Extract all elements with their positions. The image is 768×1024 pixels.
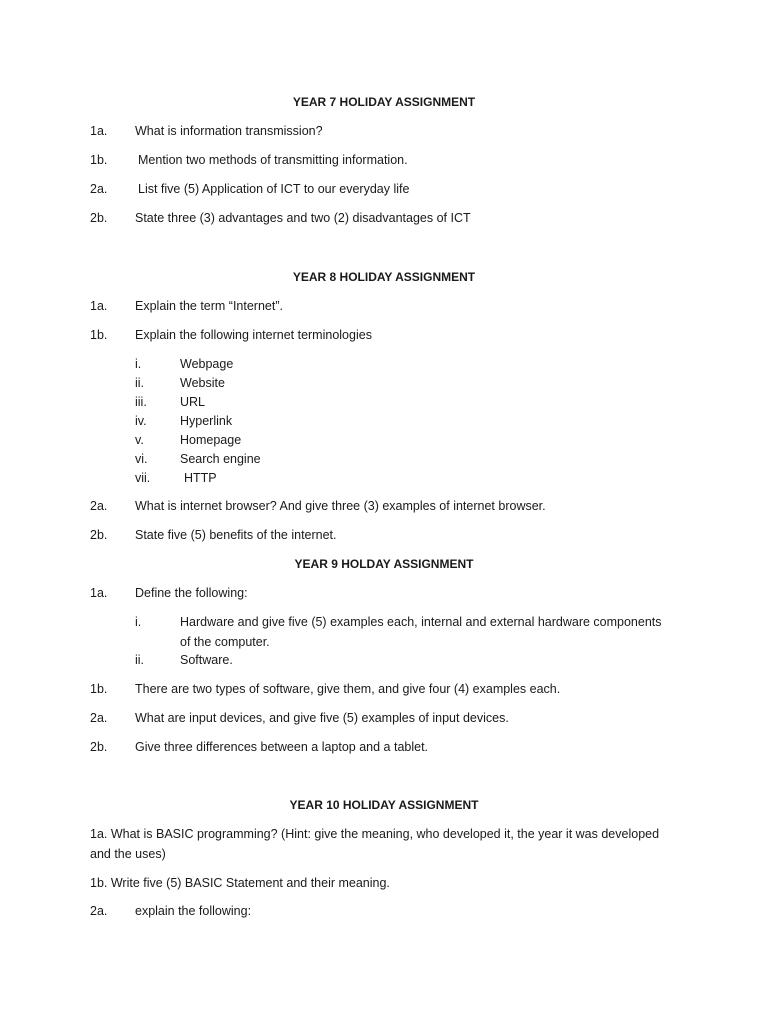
roman-numeral: vii.	[135, 471, 151, 485]
sub-text: Software.	[180, 653, 233, 667]
item-text: explain the following:	[135, 904, 252, 918]
item-number: 1b.	[90, 153, 108, 167]
roman-numeral: iv.	[135, 414, 147, 428]
item-number: 2b.	[90, 528, 108, 542]
roman-numeral: i.	[135, 615, 142, 629]
roman-numeral: ii.	[135, 376, 145, 390]
term-text: Website	[180, 376, 225, 390]
item-number: 2b.	[90, 211, 108, 225]
item-text: State five (5) benefits of the internet.	[135, 528, 337, 542]
item-number: 1a.	[90, 299, 108, 313]
year7-heading: YEAR 7 HOLIDAY ASSIGNMENT	[292, 95, 476, 109]
roman-numeral: iii.	[135, 395, 147, 409]
item-number: 2a.	[90, 904, 108, 918]
item-text: Explain the term “Internet”.	[135, 299, 283, 313]
year10-heading: YEAR 10 HOLIDAY ASSIGNMENT	[289, 798, 479, 812]
roman-numeral: ii.	[135, 653, 145, 667]
year8-heading: YEAR 8 HOLIDAY ASSIGNMENT	[292, 270, 476, 284]
item-number: 1a.	[90, 586, 108, 600]
year10-item-1b: 1b. Write five (5) BASIC Statement and their meaning.	[90, 876, 390, 890]
roman-numeral: i.	[135, 357, 142, 371]
item-text: List five (5) Application of ICT to our everyday life	[138, 182, 410, 196]
item-text: There are two types of software, give them, and give four (4) examples each.	[135, 682, 561, 696]
item-text: What is internet browser? And give three (3) examples of internet browser.	[135, 499, 546, 513]
item-text: State three (3) advantages and two (2) disadvantages of ICT	[135, 211, 471, 225]
term-text: Homepage	[180, 433, 242, 447]
item-number: 2a.	[90, 711, 108, 725]
item-number: 1a.	[90, 124, 108, 138]
term-text: Webpage	[180, 357, 234, 371]
item-text: Give three differences between a laptop and a tablet.	[135, 740, 429, 754]
item-text: Mention two methods of transmitting information.	[138, 153, 408, 167]
item-number: 2a.	[90, 182, 108, 196]
item-number: 1b.	[90, 328, 108, 342]
item-text: What is information transmission?	[135, 124, 323, 138]
item-text: Define the following:	[135, 586, 248, 600]
term-text: Hyperlink	[180, 414, 233, 428]
roman-numeral: v.	[135, 433, 144, 447]
item-text: Explain the following internet terminologies	[135, 328, 372, 342]
roman-numeral: vi.	[135, 452, 148, 466]
item-number: 2b.	[90, 740, 108, 754]
term-text: HTTP	[184, 471, 217, 485]
item-number: 1b.	[90, 682, 108, 696]
year10-item-1a: 1a. What is BASIC programming? (Hint: give the meaning, who developed it, the year it was developed and the uses)	[90, 827, 660, 861]
year9-heading: YEAR 9 HOLDAY ASSIGNMENT	[294, 557, 474, 571]
item-number: 2a.	[90, 499, 108, 513]
term-text: Search engine	[180, 452, 261, 466]
term-text: URL	[180, 395, 206, 409]
item-text: What are input devices, and give five (5) examples of input devices.	[135, 711, 509, 725]
sub-text: Hardware and give five (5) examples each, internal and external hardware components of the computer.	[180, 615, 662, 649]
